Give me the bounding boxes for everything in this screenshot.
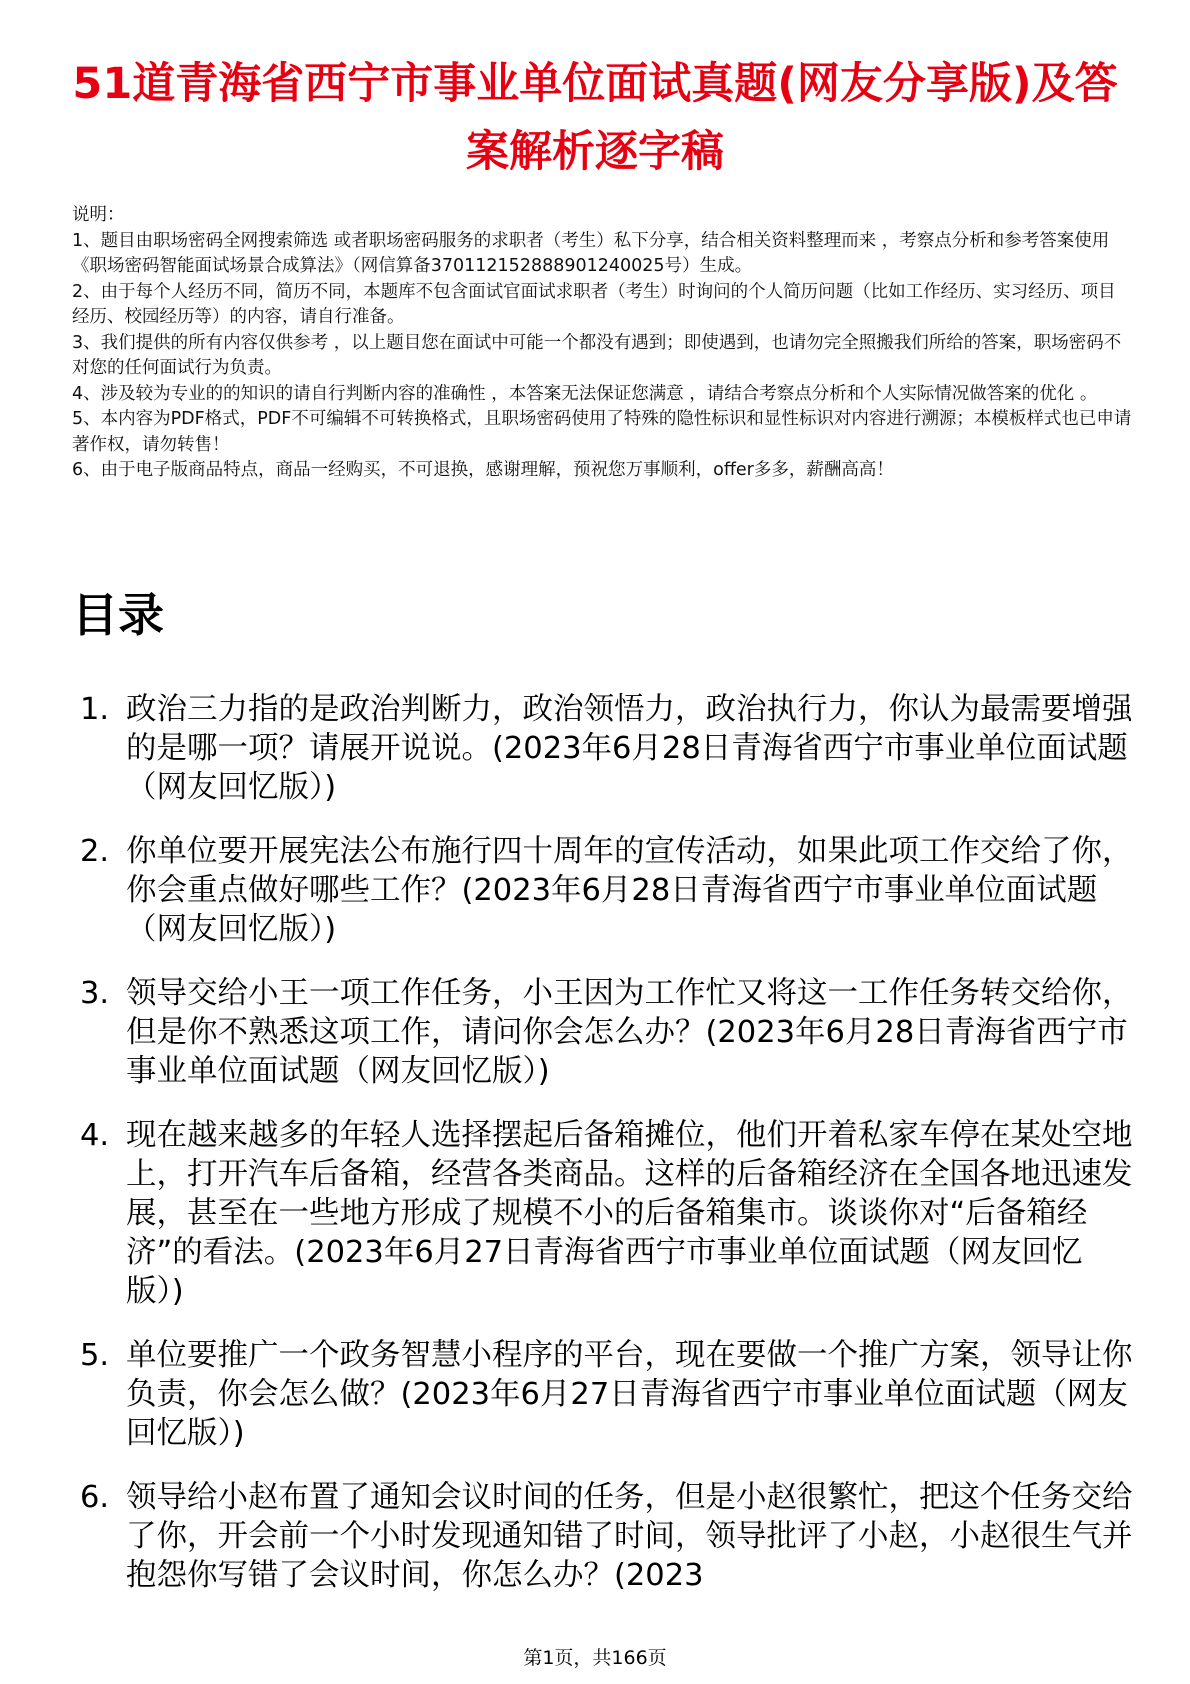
toc-entry-number: 1.	[80, 692, 110, 727]
page-footer: 第1页，共166页	[523, 1647, 667, 1669]
toc-entry-text: 领导交给小王一项工作任务，小王因为工作忙又将这一工作任务转交给你，但是你不熟悉这项工作，请问你会怎么办？(2023年6月28日青海省西宁市事业单位面试题（网友回忆版）)	[126, 976, 1133, 1089]
toc-entry[interactable]	[72, 1116, 1137, 1311]
instruction-item: 4、涉及较为专业的的知识的请自行判断内容的准确性 ，本答案无法保证您满意 ，请结合考察点分析和个人实际情况做答案的优化 。	[72, 383, 1098, 404]
instructions-heading: 说明：	[72, 205, 125, 225]
instruction-item: 1、题目由职场密码全网搜索筛选 或者职场密码服务的求职者（考生）私下分享，结合相关资料整理而来 ，考察点分析和参考答案使用《职场密码智能面试场景合成算法》（网信算备370112152888901240025号）生成。	[72, 230, 1110, 276]
instruction-item: 3、我们提供的所有内容仅供参考 ，以上题目您在面试中可能一个都没有遇到；即使遇到，也请勿完全照搬我们所给的答案，职场密码不对您的任何面试行为负责。	[72, 332, 1122, 378]
toc-entry-text: 单位要推广一个政务智慧小程序的平台，现在要做一个推广方案，领导让你负责，你会怎么做？(2023年6月27日青海省西宁市事业单位面试题（网友回忆版）)	[126, 1338, 1133, 1451]
toc-entry-number: 6.	[80, 1480, 110, 1515]
toc-entry-text: 政治三力指的是政治判断力，政治领悟力，政治执行力，你认为最需要增强的是哪一项？请展开说说。(2023年6月28日青海省西宁市事业单位面试题（网友回忆版）)	[126, 692, 1133, 805]
document-title: 51道青海省西宁市事业单位面试真题(网友分享版)及答案解析逐字稿	[72, 59, 1118, 177]
toc-entry-text: 现在越来越多的年轻人选择摆起后备箱摊位，他们开着私家车停在某处空地上，打开汽车后备箱，经营各类商品。这样的后备箱经济在全国各地迅速发展，甚至在一些地方形成了规模不小的后备箱集市。谈谈你对“后备箱经济”的看法。(2023年6月27日青海省西宁市事业单位面试题（网友回忆版）)	[126, 1118, 1133, 1309]
toc-entry-number: 3.	[80, 976, 110, 1011]
toc-heading: 目录	[72, 588, 164, 642]
toc-entry[interactable]	[72, 974, 1137, 1091]
toc-entry-number: 2.	[80, 834, 110, 869]
toc-entry[interactable]	[72, 690, 1137, 807]
toc-entry-text: 你单位要开展宪法公布施行四十周年的宣传活动，如果此项工作交给了你，你会重点做好哪些工作？(2023年6月28日青海省西宁市事业单位面试题（网友回忆版）)	[126, 834, 1133, 947]
instruction-item: 6、由于电子版商品特点，商品一经购买，不可退换，感谢理解，预祝您万事顺利，offer多多，薪酬高高！	[72, 460, 894, 480]
table-of-contents	[72, 690, 1137, 1620]
instruction-item: 2、由于每个人经历不同，简历不同，本题库不包含面试官面试求职者（考生）时询问的个人简历问题（比如工作经历、实习经历、项目经历、校园经历等）的内容，请自行准备。	[72, 281, 1116, 327]
toc-entry[interactable]	[72, 1336, 1137, 1453]
toc-entry-number: 4.	[80, 1118, 110, 1153]
toc-entry-text: 领导给小赵布置了通知会议时间的任务，但是小赵很繁忙，把这个任务交给了你，开会前一个小时发现通知错了时间，领导批评了小赵，小赵很生气并抱怨你写错了会议时间，你怎么办？(2023	[126, 1480, 1133, 1593]
toc-entry[interactable]	[72, 832, 1137, 949]
instructions-section	[72, 203, 1132, 484]
instruction-item: 5、本内容为PDF格式，PDF不可编辑不可转换格式，且职场密码使用了特殊的隐性标识和显性标识对内容进行溯源；本模板样式也已申请著作权，请勿转售！	[72, 409, 1132, 455]
toc-entry[interactable]	[72, 1478, 1137, 1595]
toc-entry-number: 5.	[80, 1338, 110, 1373]
